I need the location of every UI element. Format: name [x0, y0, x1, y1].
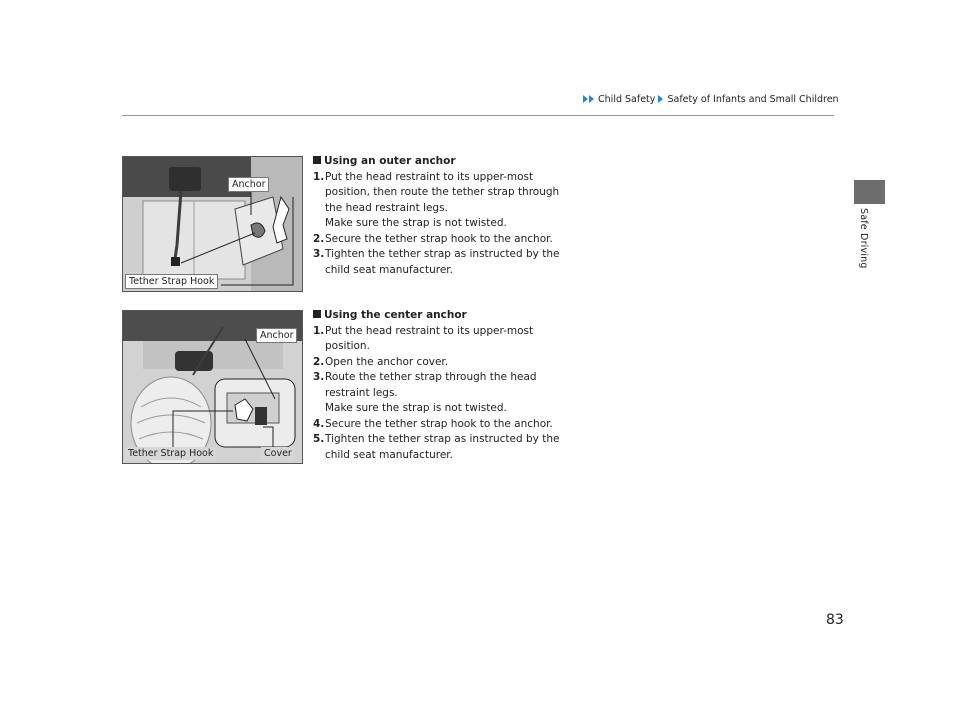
heading-square-icon — [313, 310, 321, 318]
chapter-tab-marker — [854, 180, 885, 204]
list-item: 1. Put the head restraint to its upper-most position, then route the tether strap through the head restraint legs. Make sure the strap is not twisted. — [313, 170, 560, 229]
header-divider — [122, 115, 834, 116]
breadcrumb-section[interactable]: Safety of Infants and Small Children — [667, 94, 839, 105]
outer-anchor-section — [313, 154, 573, 278]
list-item: 2. Secure the tether strap hook to the anchor. — [313, 232, 553, 245]
cover-label: Cover — [261, 447, 295, 460]
outer-anchor-heading: Using an outer anchor — [313, 154, 573, 170]
tether-strap-hook-label: Tether Strap Hook — [125, 274, 218, 289]
anchor-label: Anchor — [228, 177, 269, 192]
heading-square-icon — [313, 156, 321, 164]
center-anchor-section — [313, 308, 573, 463]
anchor-label: Anchor — [256, 328, 297, 343]
center-anchor-illustration — [122, 310, 303, 464]
chapter-tab-label: Safe Driving — [858, 208, 869, 269]
list-item: 4. Secure the tether strap hook to the anchor. — [313, 417, 553, 430]
list-item: 5. Tighten the tether strap as instructed by the child seat manufacturer. — [313, 433, 560, 461]
breadcrumb-arrow-icon — [583, 95, 588, 103]
page-number: 83 — [826, 612, 844, 628]
list-item: 3. Tighten the tether strap as instructed by the child seat manufacturer. — [313, 248, 560, 276]
breadcrumb-chapter[interactable]: Child Safety — [598, 94, 656, 105]
outer-anchor-drawing — [123, 157, 302, 291]
outer-anchor-illustration — [122, 156, 303, 292]
breadcrumb — [583, 94, 839, 105]
list-item: 3. Route the tether strap through the head restraint legs. Make sure the strap is not twisted. — [313, 371, 537, 414]
list-item: 1. Put the head restraint to its upper-most position. — [313, 324, 534, 352]
list-item: 2. Open the anchor cover. — [313, 355, 449, 368]
breadcrumb-arrow-icon — [658, 95, 663, 103]
center-anchor-heading: Using the center anchor — [313, 308, 573, 324]
breadcrumb-arrow-icon — [589, 95, 594, 103]
tether-strap-hook-label: Tether Strap Hook — [125, 447, 216, 460]
